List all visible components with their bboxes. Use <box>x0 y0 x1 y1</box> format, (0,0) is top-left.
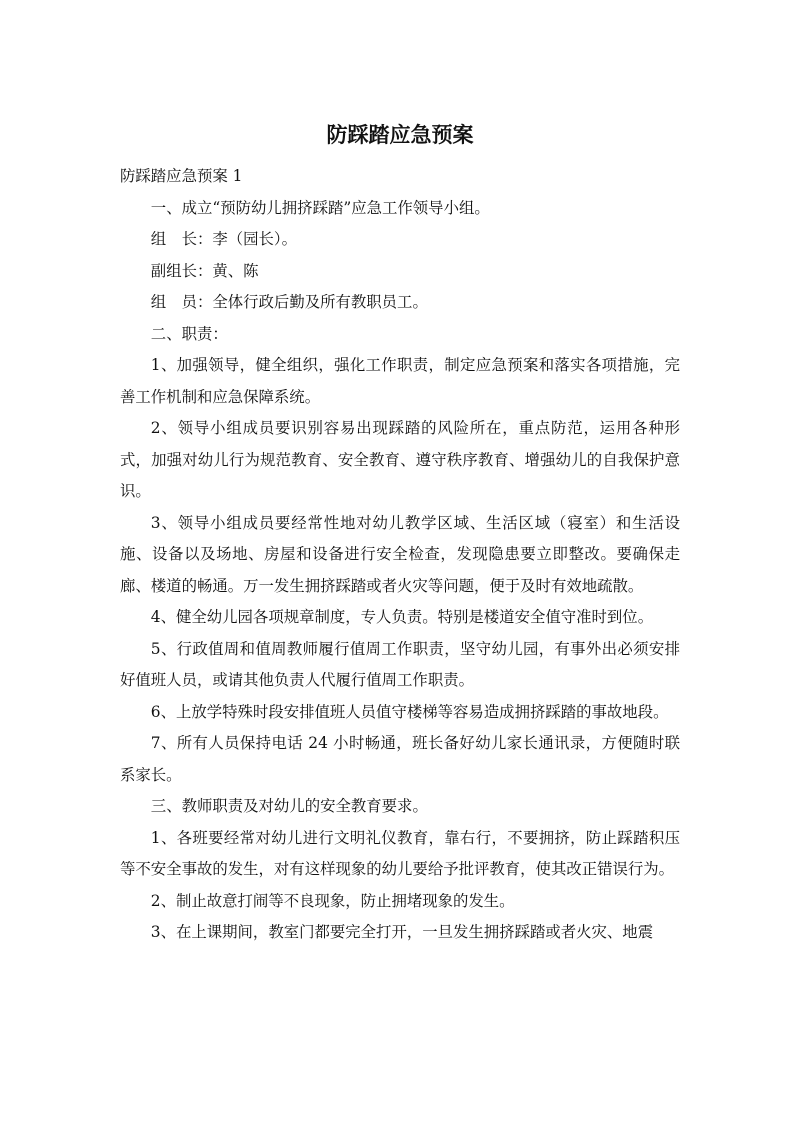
paragraph: 3、领导小组成员要经常性地对幼儿教学区域、生活区域（寝室）和生活设施、设备以及场地、房屋和设备进行安全检查，发现隐患要立即整改。要确保走廊、楼道的畅通。万一发生拥挤踩踏或者火灾等问题，便于及时有效地疏散。 <box>120 513 680 595</box>
paragraph: 3、在上课期间，教室门都要完全打开，一旦发生拥挤踩踏或者火灾、地震 <box>150 923 654 941</box>
paragraph: 6、上放学特殊时段安排值班人员值守楼梯等容易造成拥挤踩踏的事故地段。 <box>150 702 669 721</box>
paragraph: 5、行政值周和值周教师履行值周工作职责，坚守幼儿园，有事外出必须安排好值班人员，或请其他负责人代履行值周工作职责。 <box>120 639 680 689</box>
paragraph: 防踩踏应急预案 1 <box>120 167 243 185</box>
paragraph: 组 员：全体行政后勤及所有教职员工。 <box>150 293 428 311</box>
paragraph: 三、教师职责及对幼儿的安全教育要求。 <box>150 797 428 815</box>
paragraph: 2、领导小组成员要识别容易出现踩踏的风险所在，重点防范，运用各种形式，加强对幼儿行为规范教育、安全教育、遵守秩序教育、增强幼儿的自我保护意识。 <box>120 419 680 500</box>
paragraph: 二、职责： <box>150 324 228 343</box>
paragraph: 组 长：李（园长）。 <box>150 230 298 248</box>
document-title: 防踩踏应急预案 <box>326 123 474 147</box>
paragraph: 2、制止故意打闹等不良现象，防止拥堵现象的发生。 <box>150 891 515 910</box>
paragraph: 副组长：黄、陈 <box>150 261 259 280</box>
paragraph: 一、成立“预防幼儿拥挤踩踏”应急工作领导小组。 <box>150 198 490 217</box>
paragraph: 1、加强领导，健全组织，强化工作职责，制定应急预案和落实各项措施，完善工作机制和应急保障系统。 <box>120 356 680 406</box>
paragraph: 1、各班要经常对幼儿进行文明礼仪教育，靠右行，不要拥挤，防止踩踏积压等不安全事故的发生，对有这样现象的幼儿要给予批评教育，使其改正错误行为。 <box>120 828 680 878</box>
paragraph: 4、健全幼儿园各项规章制度，专人负责。特别是楼道安全值守准时到位。 <box>150 608 654 626</box>
document-body <box>120 161 680 949</box>
paragraph: 7、所有人员保持电话 24 小时畅通，班长备好幼儿家长通讯录，方便随时联系家长。 <box>120 734 680 784</box>
